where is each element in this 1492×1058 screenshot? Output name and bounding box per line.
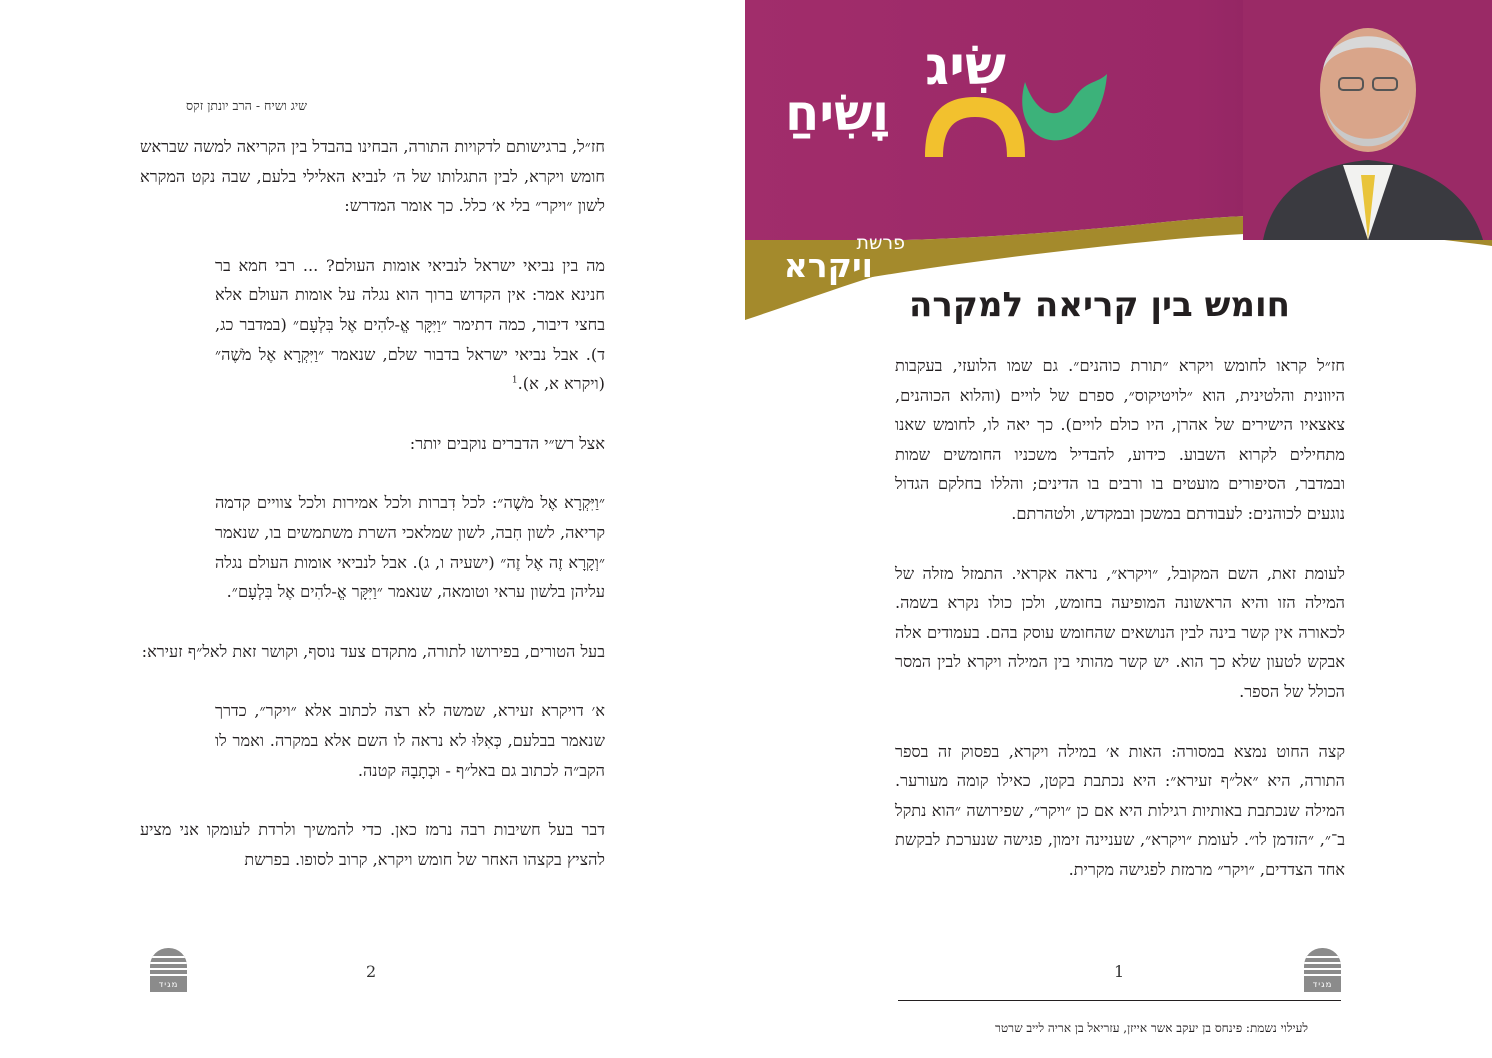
midrash-quote (215, 251, 605, 399)
paragraph-rashi-intro: אצל רש״י הדברים נוקבים יותר: (409, 433, 605, 453)
maggid-logo-left (150, 948, 187, 992)
maggid-logo-right (1304, 948, 1341, 992)
dome-icon (150, 948, 187, 978)
series-title-line1: שִׂיג (925, 34, 1006, 97)
right-page (745, 0, 1492, 1058)
footer-divider (898, 1000, 1341, 1001)
parasha-name: ויקרא (783, 246, 873, 285)
footnote-mark: 1 (511, 375, 518, 386)
logo-text: מגיד (1304, 978, 1341, 992)
paragraph-intro: חז״ל, ברגישותם לדקויות התורה, הבחינו בהבדל בין הקריאה למשה שבראש חומש ויקרא, לבין התגלותו של ה׳ לנביא האלילי בלעם, שבה נקט המקרא לשון ״ויקר״ בלי א׳ כלל. כך אומר המדרש: (140, 137, 605, 216)
paragraph-continuation: דבר בעל חשיבות רבה נרמז כאן. כדי להמשיך ולרדת לעומקו אני מציע להציץ בקצהו האחר של חומש ויקרא, קרוב לסופו. בפרשת (140, 820, 605, 869)
author-portrait (1243, 0, 1492, 240)
rashi-quote: ״וַיִּקְרָא אֶל מֹשֶׁה״: לכל דִברות ולכל אמירות ולכל צוויים קדמה קריאה, לשון חִבה, לשון שמלאכי השרת משתמשים בו, שנאמר ״וְקָרָא זֶה אֶל זֶה״ (ישעיה ו, ג). אבל לנביאי אומות העולם נגלה עליהן בלשון עראי וטומאה, שנאמר ״וַיִּקָּר אֱ-לֹהִים אֶל בִּלְעָם״. (215, 493, 605, 602)
article-title: חומש בין קריאה למקרה (908, 285, 1290, 325)
parasha-label: פרשת (856, 232, 905, 254)
right-page-text-column (895, 351, 1345, 915)
series-title (775, 22, 1115, 162)
series-title-line2: וָשִׂיחַ (785, 84, 890, 142)
paragraph-2: לעומת זאת, השם המקובל, ״ויקרא״, נראה אקראי. התמזל מזלה של המילה הזו והיא הראשונה המופיעה בחומש, ולכן כולו נקרא בשמה. לכאורה אין קשר בינה לבין הנושאים שהחומש עוסק בהם. בעמודים אלה אבקש לטעון שלא כך הוא. יש קשר מהותי בין המילה ויקרא לבין המסר הכולל של הספר. (895, 563, 1345, 701)
running-header: שיג ושיח - הרב יונתן זקס (185, 98, 307, 113)
page-number: 1 (1114, 962, 1125, 981)
paragraph-3: קצה החוט נמצא במסורה: האות א׳ במילה ויקרא, בפסוק זה בספר התורה, היא ״אל״ף זעירא״: היא נכתבת בקטן, כאילו קומה מעורער. המילה שנכתבת באותיות רגילות היא אם כן ״ויקר״, שפירושה ״הוא נתקל ב־״, ״הזדמן לו״. לעומת ״ויקרא״, שעניינה זימון, פגישה שנערכת לבקשת אחד הצדדים, ״ויקר״ מרמזת לפגישה מקרית. (895, 741, 1345, 879)
paragraph-baal-haturim-intro: בעל הטורים, בפירושו לתורה, מתקדם צעד נוסף, וקושר זאת לאל״ף זעירא: (141, 641, 605, 661)
page-number: 2 (366, 962, 377, 981)
paragraph-1: חז״ל קראו לחומש ויקרא ״תורת כוהנים״. גם שמו הלועזי, בעקבות היוונית והלטינית, הוא ״לויטיקוס״, ספרם של לויים (והלוא הכוהנים, צאצאיו הישירים של אהרן, היו כולם לויים). כך יאה לו, לחומש שאנו מתחילים לקרוא השבוע. כידוע, להבדיל משכניו החומשים שמות ובמדבר, הסיפורים מועטים בו ורבים בו הדינים; והללו בחלקם הגדול נוגעים לכוהנים: לעבודתם במשכן ובמקדש, ולטהרתם. (895, 356, 1345, 523)
dedication-text: לעילוי נשמת: פינחס בן יעקב אשר אייזן, עזריאל בן אריה לייב שרטר (995, 1021, 1308, 1035)
left-page (0, 0, 745, 1058)
dome-icon (1304, 948, 1341, 978)
left-page-text-column (140, 132, 605, 904)
baal-haturim-quote: א׳ דויקרא זעירא, שמשה לא רצה לכתוב אלא ״ויקר״, כדרך שנאמר בבלעם, כְּאִלּוּ לא נראה לו השם אלא במקרה. ואמר לו הקב״ה לכתוב גם באל״ף - וּכְתָבָהּ קטנה. (215, 701, 605, 780)
midrash-quote-text: מה בין נביאי ישראל לנביאי אומות העולם? ... רבי חמא בר חנינא אמר: אין הקדוש ברוך הוא נגלה על אומות העולם אלא בחצי דיבור, כמה דתימר ״וַיִּקָּר אֱ-לֹהִים אֶל בִּלְעָם״ (במדבר כג, ד). אבל נביאי ישראל בדבור שלם, שנאמר ״וַיִּקְרָא אֶל מֹשֶׁה״ (ויקרא א, א). (215, 255, 605, 394)
logo-text: מגיד (150, 978, 187, 992)
